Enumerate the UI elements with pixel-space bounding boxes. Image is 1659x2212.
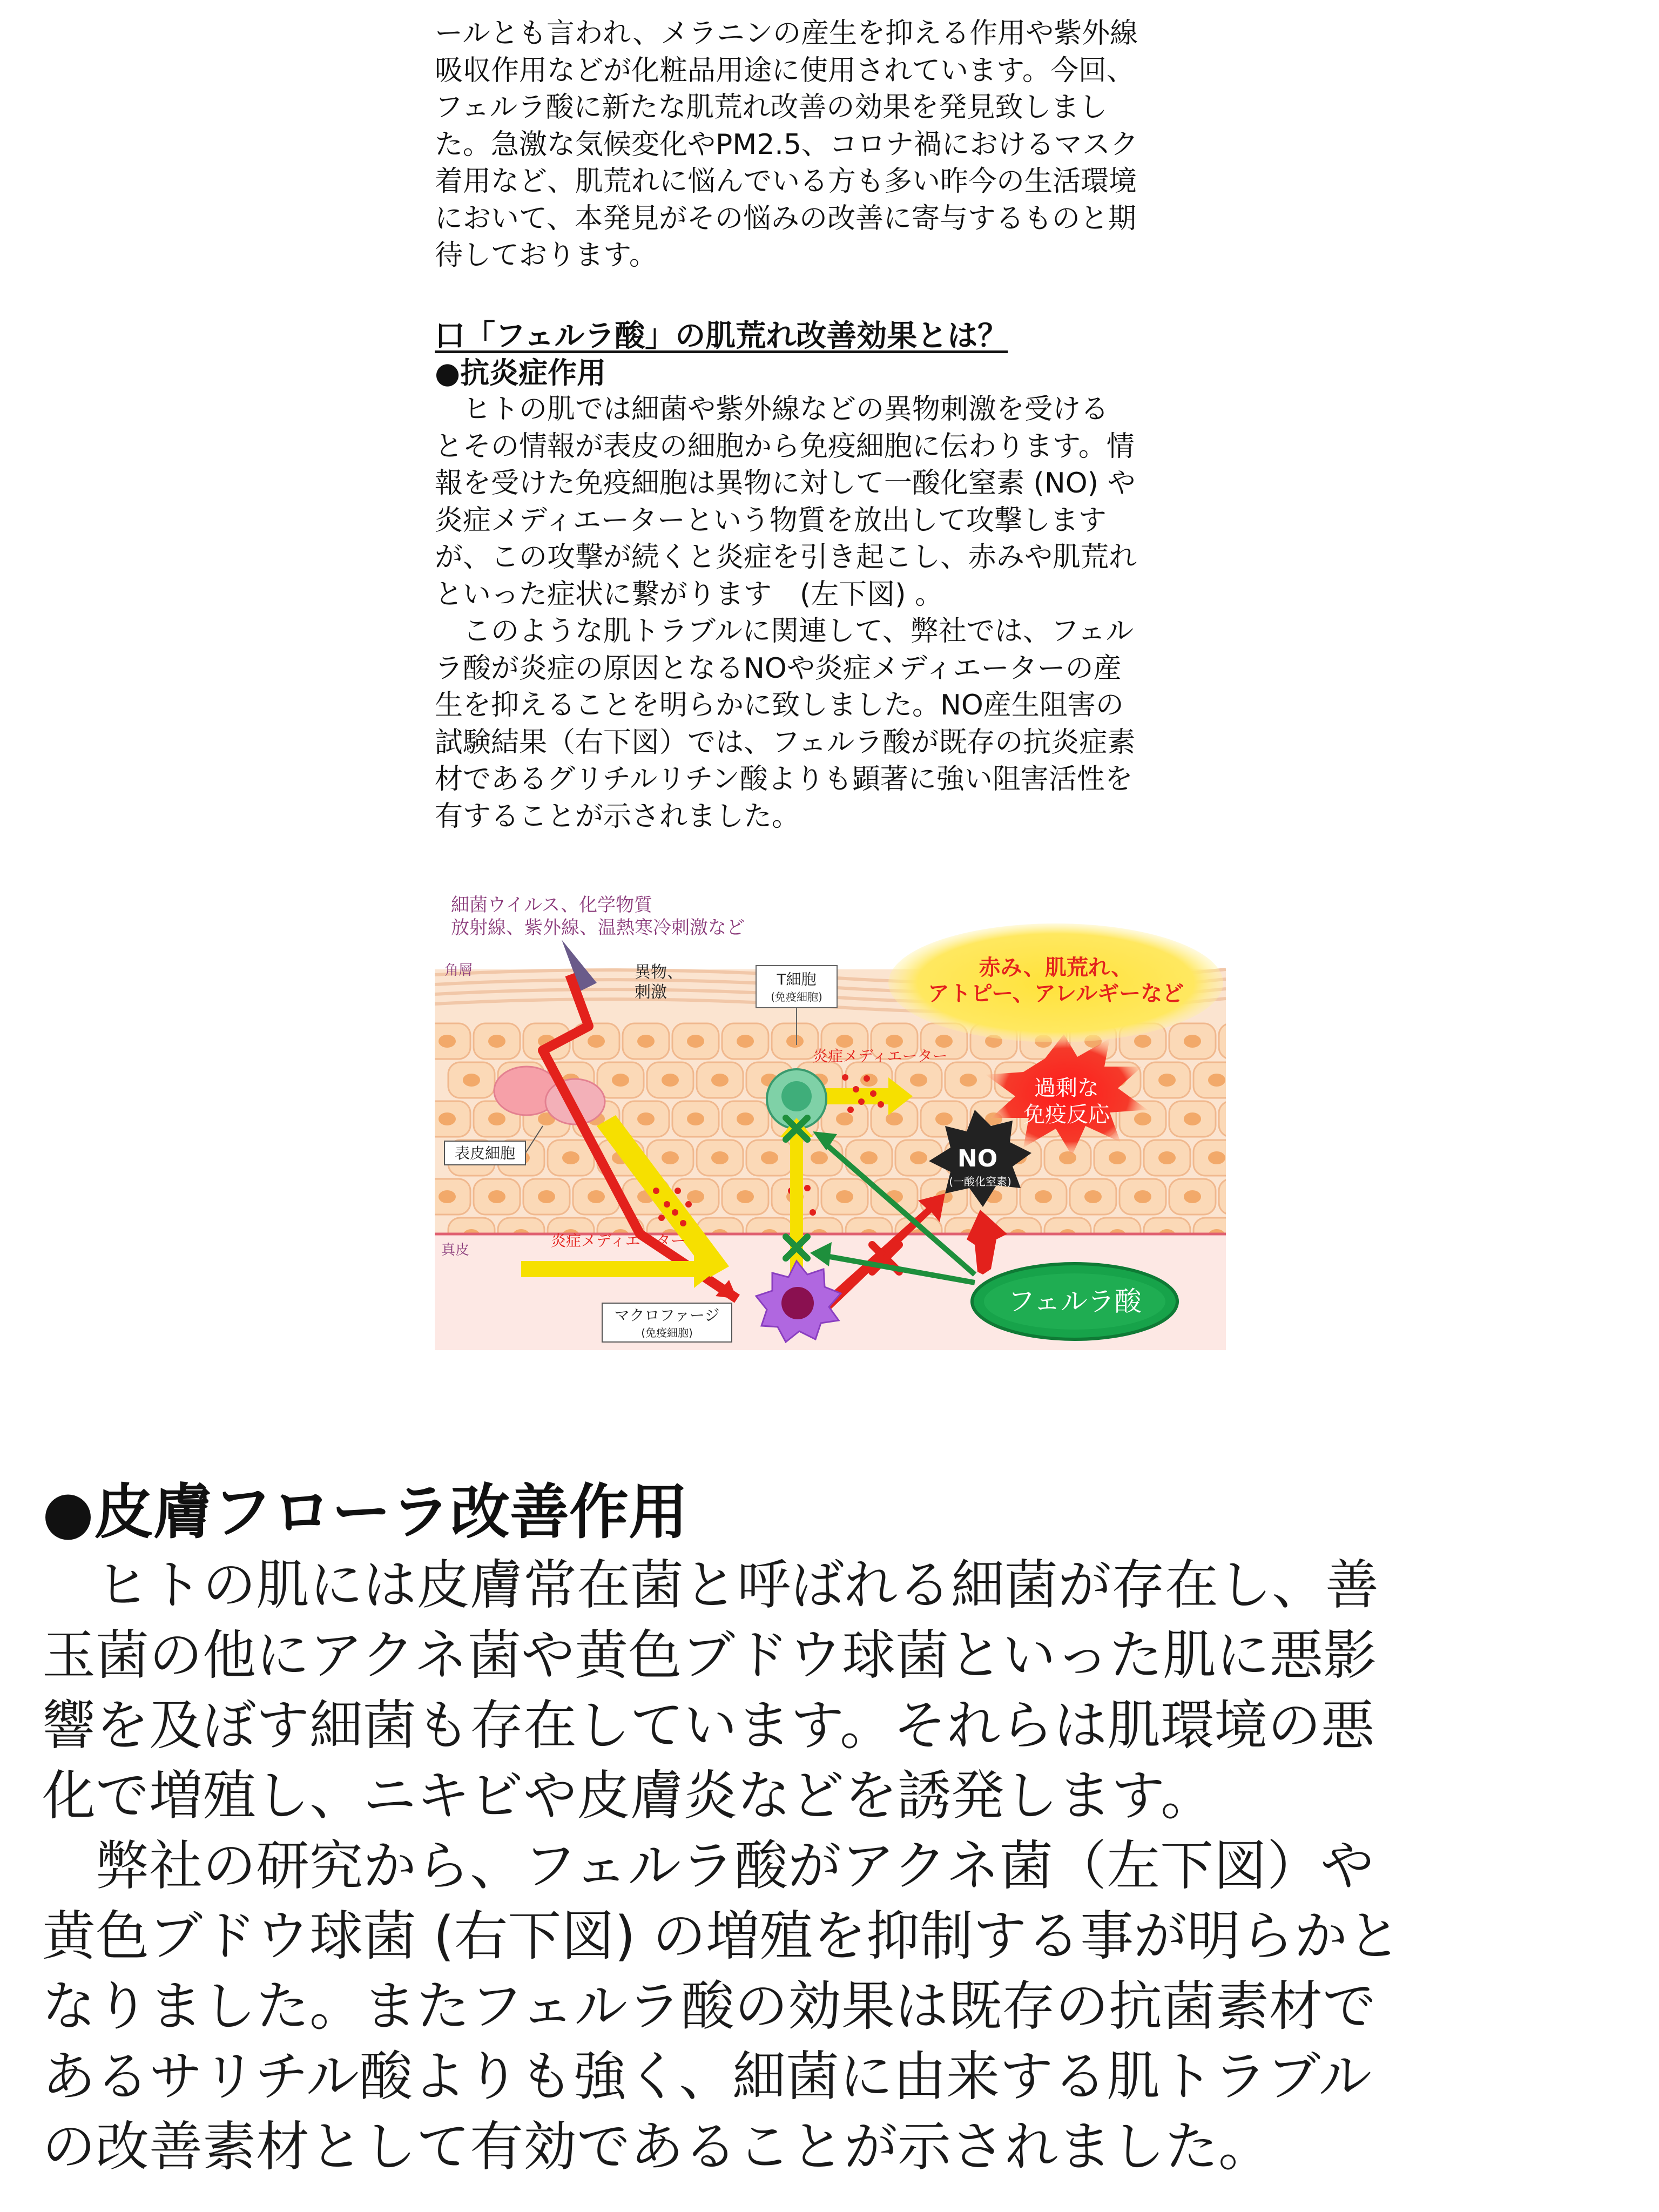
cell-nucleus (761, 1151, 778, 1164)
cell-nucleus (662, 1151, 679, 1164)
mediator-particle (842, 1074, 848, 1081)
no-label: NO (957, 1145, 998, 1172)
body-line: 報を受けた免疫細胞は異物に対して一酸化窒素 (NO) や (435, 467, 1136, 500)
stimulus-label-1: 細菌ウイルス、化学物質 (451, 894, 652, 916)
mediator-particle (658, 1215, 665, 1221)
cell-nucleus (935, 1112, 953, 1125)
macrophage-label-2: (免疫細胞) (641, 1326, 693, 1339)
body-line: が、この攻撃が続くと炎症を引き起こし、赤みや肌荒れ (435, 541, 1137, 574)
mediator-particle (653, 1188, 659, 1194)
section-title: ●皮膚フローラ改善作用 (42, 1478, 688, 1547)
cell-nucleus (1035, 1190, 1052, 1203)
cell-nucleus (488, 1112, 505, 1125)
mediator-particle (810, 1209, 816, 1216)
cell-nucleus (711, 1074, 729, 1087)
mediator-particle (664, 1201, 670, 1208)
mediator-particle (864, 1075, 870, 1082)
mediator-particle (675, 1188, 681, 1194)
cell-nucleus (886, 1035, 903, 1048)
skin-inflammation-diagram (435, 888, 1226, 1350)
ferulic-acid-label: フェルラ酸 (1008, 1286, 1142, 1317)
mediator-particle (680, 1220, 686, 1226)
mediator-label-top: 炎症メディエーター (813, 1047, 948, 1065)
cell-nucleus (886, 1112, 903, 1125)
stratum-corneum-label: 角層 (444, 962, 473, 979)
cell-nucleus (1134, 1190, 1151, 1203)
cell-nucleus (488, 1190, 505, 1203)
symptoms-label-2: アトピー、アレルギーなど (927, 981, 1184, 1006)
cell-nucleus (439, 1190, 456, 1203)
intro-line: ールとも言われ、メラニンの産生を抑える作用や紫外線 (435, 17, 1138, 50)
body-line: ヒトの肌には皮膚常在菌と呼ばれる細菌が存在し、善 (42, 1554, 1379, 1616)
mediator-particle (804, 1185, 811, 1191)
body-line: 響を及ぼす細菌も存在しています。それらは肌環境の悪 (42, 1695, 1375, 1757)
dermis-label: 真皮 (441, 1242, 470, 1258)
stimulus-label-2: 放射線、紫外線、温熱寒冷刺激など (451, 917, 745, 939)
cell-nucleus (1208, 1074, 1225, 1087)
cell-nucleus (1184, 1112, 1201, 1125)
cell-nucleus (1059, 1151, 1076, 1164)
section-title: 口「フェルラ酸」の肌荒れ改善効果とは？ (435, 319, 1008, 354)
cell-nucleus (538, 1190, 555, 1203)
tcell-label-1: T細胞 (777, 970, 817, 988)
mediator-particle (853, 1086, 859, 1092)
epidermal-cell (1219, 1101, 1226, 1137)
cell-nucleus (488, 1035, 505, 1048)
intro-line: フェルラ酸に新たな肌荒れ改善の効果を発見致しまし (435, 91, 1108, 124)
skin-flora-section (42, 1477, 1624, 2182)
cell-nucleus (910, 1151, 927, 1164)
cell-nucleus (562, 1151, 579, 1164)
cell-nucleus (1184, 1035, 1201, 1048)
intro-line: 着用など、肌荒れに悩んでいる方も多い昨今の生活環境 (435, 165, 1137, 198)
cell-nucleus (463, 1074, 480, 1087)
excess-label-2: 免疫反応 (1023, 1102, 1110, 1127)
cell-nucleus (1134, 1035, 1151, 1048)
intro-line: 待しております。 (435, 239, 657, 272)
body-line: ラ酸が炎症の原因となるNOや炎症メディエーターの産 (435, 652, 1122, 685)
body-line: 試験結果（右下図）では、フェルラ酸が既存の抗炎症素 (435, 726, 1136, 759)
body-line: なりました。またフェルラ酸の効果は既存の抗菌素材で (42, 1975, 1377, 2038)
body-line: 玉菌の他にアクネ菌や黄色ブドウ球菌といった肌に悪影 (42, 1624, 1377, 1687)
cell-nucleus (687, 1035, 704, 1048)
anti-inflammatory-section (435, 318, 1234, 835)
body-line: 材であるグリチルリチン酸よりも顕著に強い阻害活性を (435, 763, 1133, 795)
foreign-label-1: 異物、 (635, 963, 683, 982)
cell-nucleus (637, 1112, 655, 1125)
foreign-label-2: 刺激 (635, 983, 667, 1002)
subsection-title: ●抗炎症作用 (435, 356, 606, 390)
cell-nucleus (1084, 1190, 1102, 1203)
cell-nucleus (1208, 1151, 1225, 1164)
cell-nucleus (687, 1112, 704, 1125)
no-sub-label: (一酸化窒素) (949, 1175, 1011, 1188)
intro-line: た。急激な気候変化やPM2.5、コロナ禍におけるマスク (435, 128, 1138, 161)
body-line: このような肌トラブルに関連して、弊社では、フェル (435, 615, 1134, 648)
mediator-particle (672, 1209, 678, 1216)
cell-nucleus (1184, 1190, 1201, 1203)
cell-nucleus (836, 1190, 853, 1203)
cell-nucleus (935, 1035, 953, 1048)
epidermal-cell (1219, 1023, 1226, 1059)
cell-nucleus (662, 1074, 679, 1087)
excess-label-1: 過剰な (1034, 1076, 1099, 1101)
cell-nucleus (737, 1190, 754, 1203)
body-line: の改善素材として有効であることが示されました。 (42, 2116, 1272, 2178)
mediator-particle (847, 1107, 854, 1113)
cell-nucleus (588, 1190, 605, 1203)
mediator-particle (878, 1101, 884, 1108)
symptoms-label-1: 赤み、肌荒れ、 (979, 955, 1133, 980)
body-line: とその情報が表皮の細胞から免疫細胞に伝わります。情 (435, 430, 1135, 463)
mediator-particle (870, 1090, 876, 1097)
intro-line: において、本発見がその悩みの改善に寄与するものと期 (435, 202, 1136, 235)
cell-nucleus (637, 1035, 655, 1048)
cell-nucleus (786, 1035, 804, 1048)
intro-line: 吸収作用などが化粧品用途に使用されています。今回、 (435, 54, 1135, 87)
body-line: 有することが示されました。 (435, 800, 800, 833)
cell-nucleus (612, 1074, 629, 1087)
epidermal-cell (1219, 1179, 1226, 1215)
cell-nucleus (836, 1112, 853, 1125)
cell-nucleus (1158, 1074, 1176, 1087)
body-line: 弊社の研究から、フェルラ酸がアクネ菌（左下図）や (42, 1835, 1374, 1897)
cell-nucleus (439, 1035, 456, 1048)
tcell-label-2: (免疫細胞) (771, 990, 822, 1003)
cell-nucleus (836, 1035, 853, 1048)
mediator-particle (858, 1098, 865, 1105)
cell-nucleus (811, 1151, 828, 1164)
body-line: 黄色ブドウ球菌 (右下図) の増殖を抑制する事が明らかと (42, 1905, 1401, 1967)
cell-nucleus (910, 1074, 927, 1087)
cell-nucleus (1134, 1112, 1151, 1125)
cell-nucleus (439, 1112, 456, 1125)
mediator-label-bottom: 炎症メディエーター (551, 1232, 686, 1250)
intro-paragraph (435, 15, 1234, 274)
body-line: 生を抑えることを明らかに致しました。NO産生阻害の (435, 689, 1124, 721)
cell-nucleus (1109, 1151, 1126, 1164)
body-line: といった症状に繋がります (左下図) 。 (435, 578, 943, 611)
cell-nucleus (860, 1151, 878, 1164)
mediator-particle (685, 1201, 692, 1208)
cell-nucleus (588, 1035, 605, 1048)
body-line: ヒトの肌では細菌や紫外線などの異物刺激を受ける (435, 393, 1109, 426)
cell-nucleus (1158, 1151, 1176, 1164)
macrophage-label-1: マクロファージ (614, 1306, 720, 1324)
cell-nucleus (711, 1151, 729, 1164)
cell-nucleus (960, 1074, 977, 1087)
body-line: あるサリチル酸よりも強く、細菌に由来する肌トラブル (42, 2046, 1372, 2108)
body-line: 炎症メディエーターという物質を放出して攻撃します (435, 504, 1107, 537)
epidermal-cell-label: 表皮細胞 (454, 1144, 516, 1162)
cell-nucleus (737, 1112, 754, 1125)
body-line: 化で増殖し、ニキビや皮膚炎などを誘発します。 (42, 1765, 1215, 1827)
cell-nucleus (737, 1035, 754, 1048)
